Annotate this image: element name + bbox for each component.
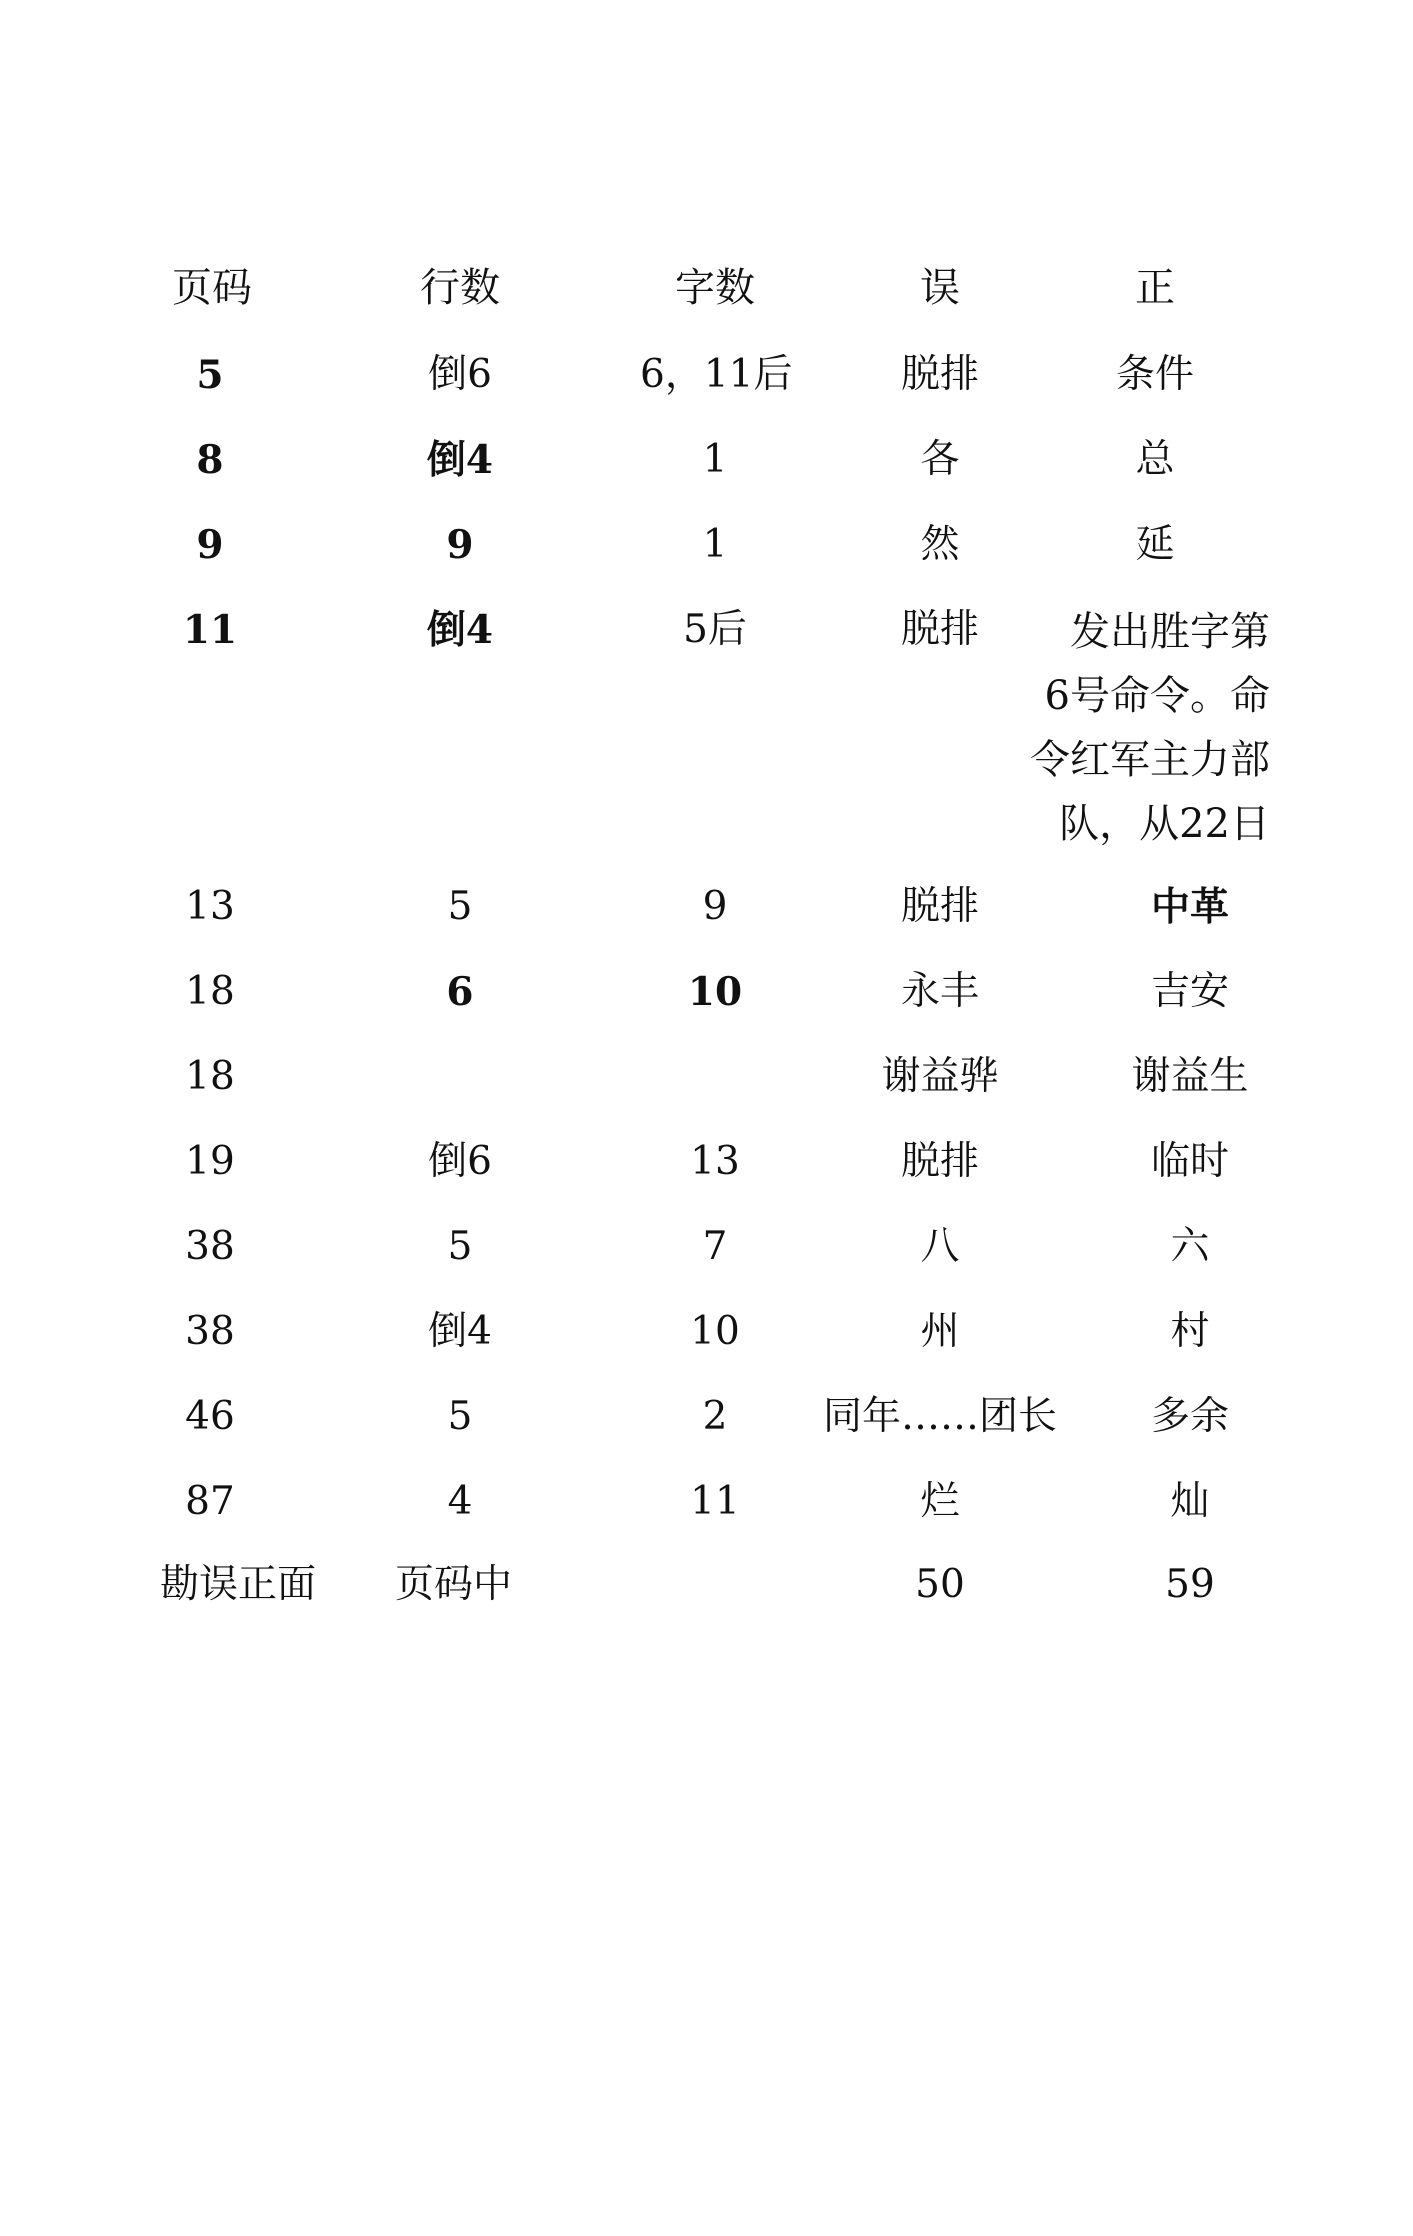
errata-row <box>0 1217 1413 1277</box>
header-wrong: 误 <box>920 265 960 311</box>
page-cell: 9 <box>196 522 224 568</box>
footer-right: 59 <box>1165 1562 1215 1607</box>
wrong-cell: 谢益骅 <box>881 1054 999 1099</box>
right-cell-multiline <box>1000 600 1270 856</box>
right-line: 令红军主力部 <box>1030 737 1270 783</box>
page-cell: 19 <box>185 1139 235 1184</box>
errata-row <box>0 345 1413 405</box>
errata-row <box>0 1472 1413 1532</box>
header-right: 正 <box>1135 265 1175 311</box>
char-cell: 6，11后 <box>640 352 793 397</box>
line-cell: 5 <box>447 884 473 929</box>
char-cell: 1 <box>702 437 728 482</box>
line-cell: 9 <box>446 522 474 568</box>
page-cell: 18 <box>185 1054 235 1099</box>
line-cell: 6 <box>446 969 474 1015</box>
wrong-cell: 脱排 <box>900 884 979 929</box>
wrong-cell: 烂 <box>920 1479 960 1524</box>
char-cell: 2 <box>702 1394 728 1439</box>
right-line: 发出胜字第 <box>1070 609 1270 655</box>
errata-row <box>0 1302 1413 1362</box>
footer-wrong: 50 <box>915 1562 965 1607</box>
errata-row <box>0 1387 1413 1447</box>
right-cell: 多余 <box>1150 1394 1229 1439</box>
wrong-cell: 州 <box>920 1309 960 1354</box>
line-cell: 5 <box>447 1224 473 1269</box>
header-line: 行数 <box>420 265 500 311</box>
wrong-cell: 然 <box>920 522 960 567</box>
char-cell: 7 <box>702 1224 728 1269</box>
right-cell: 谢益生 <box>1131 1054 1249 1099</box>
page-cell: 87 <box>185 1479 235 1524</box>
line-cell: 倒6 <box>428 1139 492 1184</box>
char-cell: 10 <box>687 969 743 1015</box>
char-cell: 10 <box>690 1309 740 1354</box>
right-cell: 延 <box>1135 522 1175 567</box>
right-cell: 六 <box>1170 1224 1210 1269</box>
page-cell: 18 <box>185 969 235 1014</box>
wrong-cell: 八 <box>920 1224 960 1269</box>
char-cell: 13 <box>690 1139 740 1184</box>
page-cell: 38 <box>185 1309 235 1354</box>
page-cell: 11 <box>182 607 238 653</box>
line-cell: 倒4 <box>426 607 494 653</box>
right-cell: 临时 <box>1150 1139 1229 1184</box>
errata-row <box>0 962 1413 1022</box>
wrong-cell: 永丰 <box>900 969 979 1014</box>
errata-row <box>0 1132 1413 1192</box>
errata-footer-row <box>0 1555 1413 1615</box>
right-cell: 中革 <box>1150 884 1229 930</box>
line-cell: 倒4 <box>428 1309 492 1354</box>
right-cell: 吉安 <box>1150 969 1229 1014</box>
footer-sub: 页码中 <box>395 1562 513 1607</box>
wrong-cell: 各 <box>920 437 960 482</box>
wrong-cell: 脱排 <box>900 352 979 397</box>
line-cell <box>385 1047 535 1107</box>
errata-row <box>0 877 1413 937</box>
errata-row <box>0 515 1413 575</box>
wrong-cell: 脱排 <box>900 1139 979 1184</box>
page-cell: 13 <box>185 884 235 929</box>
page-cell: 46 <box>185 1394 235 1439</box>
right-cell: 灿 <box>1170 1479 1210 1524</box>
errata-row <box>0 600 1413 860</box>
char-cell <box>640 1047 790 1107</box>
line-cell: 5 <box>447 1394 473 1439</box>
errata-header-row <box>0 258 1413 318</box>
page-cell: 8 <box>196 437 224 483</box>
header-page: 页码 <box>172 265 252 311</box>
right-line: 队，从22日 <box>1059 801 1270 847</box>
right-cell: 村 <box>1170 1309 1210 1354</box>
errata-row <box>0 430 1413 490</box>
errata-row <box>0 1047 1413 1107</box>
header-char: 字数 <box>675 265 755 311</box>
char-cell: 11 <box>690 1479 740 1524</box>
line-cell: 倒6 <box>428 352 492 397</box>
page-cell: 5 <box>196 352 224 398</box>
char-cell: 1 <box>702 522 728 567</box>
wrong-cell: 脱排 <box>900 607 979 652</box>
char-cell: 5后 <box>683 607 747 652</box>
char-cell: 9 <box>702 884 728 929</box>
page-cell: 38 <box>185 1224 235 1269</box>
footer-label: 勘误正面 <box>160 1562 317 1607</box>
line-cell: 倒4 <box>426 437 494 483</box>
right-cell: 条件 <box>1115 352 1194 397</box>
right-cell: 总 <box>1135 437 1175 482</box>
wrong-cell: 同年……团长 <box>822 1394 1057 1439</box>
right-line: 6号命令。命 <box>1044 673 1270 719</box>
line-cell: 4 <box>447 1479 473 1524</box>
